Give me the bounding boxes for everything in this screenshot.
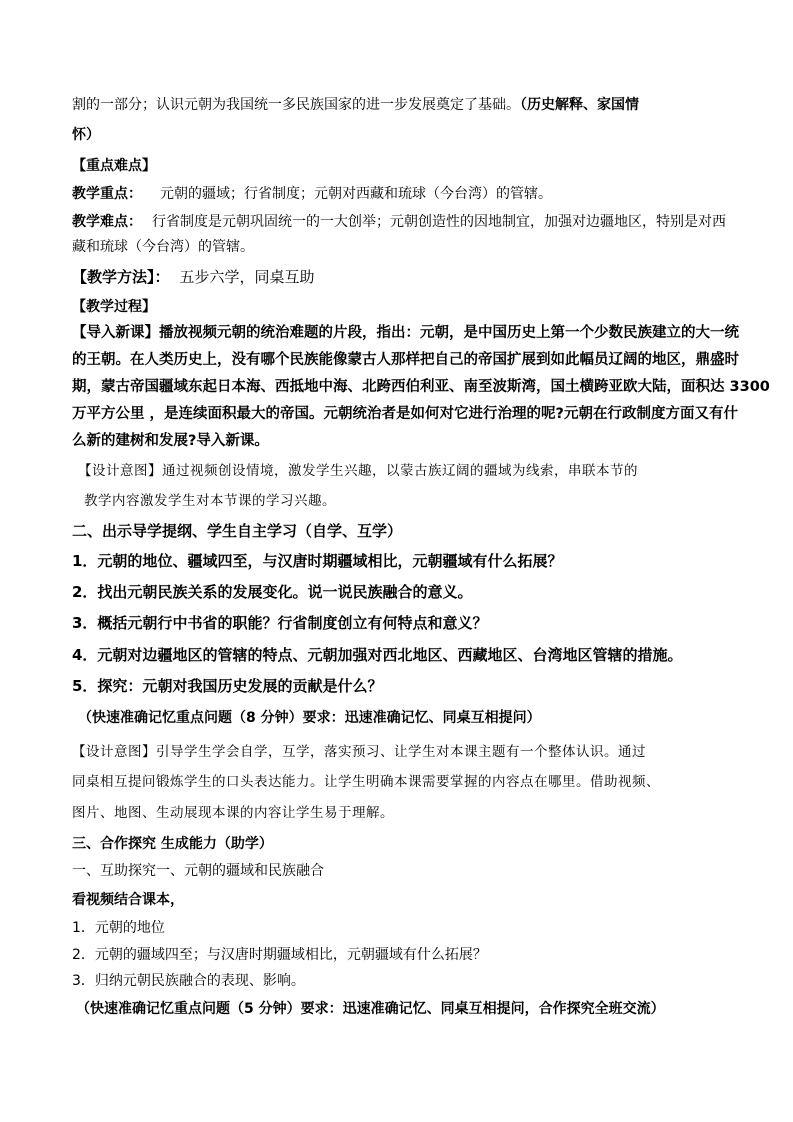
explore-item-3: 3．归纳元朝民族融合的表现、影响。 — [72, 973, 305, 989]
intro-lesson-line-3: 期，蒙古帝国疆域东起日本海、西抵地中海、北跨西伯利亚、南至波斯湾，国土横跨亚欧大陆，面积达 3300 — [72, 379, 770, 395]
intro-lesson-line-2: 的王朝。在人类历史上，没有哪个民族能像蒙古人那样把自己的帝国扩展到如此幅员辽阔的地区，鼎盛时 — [72, 352, 739, 368]
teaching-method — [72, 266, 315, 288]
explore-item-2: 2．元朝的疆域四至；与汉唐时期疆域相比，元朝疆域有什么拓展？ — [72, 947, 487, 963]
intro-text: 割的一部分；认识元朝为我国统一多民族国家的进一步发展奠定了基础。 — [72, 97, 520, 113]
design-intent-2-line-1: 【设计意图】引导学生学会自学，互学，落实预习、让学生对本课主题有一个整体认识。通过 — [72, 744, 646, 760]
section2-requirement: （快速准确记忆重点问题（8 分钟）要求：迅速准确记忆、同桌互相提问） — [78, 710, 541, 726]
intro-lesson-text: 播放视频元朝的统治难题的片段，指出：元朝，是中国历史上第一个少数民族建立的大一统 — [159, 325, 739, 341]
teaching-difficulty — [72, 211, 726, 233]
design-intent-2-line-3: 图片、地图、生动展现本课的内容让学生易于理解。 — [72, 805, 394, 821]
intro-line-1 — [72, 94, 639, 116]
intro-bold: （历史解释、家国情 — [520, 97, 639, 113]
process-heading: 【教学过程】 — [72, 299, 156, 315]
section2-heading: 二、出示导学提纲、学生自主学习（自学、互学） — [72, 522, 403, 540]
method-label: 【教学方法】： — [72, 268, 170, 286]
intro-line-2: 怀） — [72, 127, 100, 143]
teaching-focus — [72, 183, 552, 205]
key-points-heading: 【重点难点】 — [72, 158, 156, 174]
design-intent-1-line-1: 【设计意图】通过视频创设情境，激发学生兴趣，以蒙古族辽阔的疆域为线索，串联本节的 — [78, 463, 638, 479]
method-text: 五步六学，同桌互助 — [179, 268, 315, 286]
guide-question-3: 3．概括元朝行中书省的职能？行省制度创立有何特点和意义？ — [72, 614, 488, 632]
guide-question-4: 4．元朝对边疆地区的管辖的特点、元朝加强对西北地区、西藏地区、台湾地区管辖的措施。 — [72, 646, 683, 664]
focus-text: 元朝的疆域；行省制度；元朝对西藏和琉球（今台湾）的管辖。 — [160, 186, 552, 202]
section3-requirement: （快速准确记忆重点问题（5 分钟）要求：迅速准确记忆、同桌互相提问，合作探究全班交流） — [76, 1001, 665, 1017]
design-intent-2-line-2: 同桌相互提问锻炼学生的口头表达能力。让学生明确本课需要掌握的内容点在哪里。借助视频、 — [72, 774, 660, 790]
focus-label: 教学重点： — [72, 186, 142, 202]
watch-video-instruction: 看视频结合课本， — [72, 892, 184, 908]
difficulty-label: 教学难点： — [72, 214, 142, 230]
guide-question-2: 2．找出元朝民族关系的发展变化。说一说民族融合的意义。 — [72, 583, 473, 601]
intro-lesson-line-1 — [72, 322, 739, 344]
guide-question-5: 5．探究：元朝对我国历史发展的贡献是什么？ — [72, 677, 383, 695]
section3-subheading: 一、互助探究一、元朝的疆域和民族融合 — [72, 863, 324, 879]
explore-item-1: 1．元朝的地位 — [72, 920, 165, 936]
section3-heading: 三、合作探究 生成能力（助学） — [72, 836, 273, 852]
guide-question-1: 1．元朝的地位、疆域四至，与汉唐时期疆域相比，元朝疆域有什么拓展？ — [72, 552, 563, 570]
intro-lesson-line-5: 么新的建树和发展?导入新课。 — [72, 433, 269, 449]
intro-lesson-line-4: 万平方公里 ，是连续面积最大的帝国。元朝统治者是如何对它进行治理的呢?元朝在行政制度方面又有什 — [72, 406, 738, 422]
intro-lesson-label: 【导入新课】 — [72, 325, 159, 341]
difficulty-continued: 藏和琉球（今台湾）的管辖。 — [72, 239, 254, 255]
design-intent-1-line-2: 教学内容激发学生对本节课的学习兴趣。 — [84, 493, 336, 509]
difficulty-text: 行省制度是元朝巩固统一的一大创举；元朝创造性的因地制宜，加强对边疆地区，特别是对西 — [152, 214, 726, 230]
